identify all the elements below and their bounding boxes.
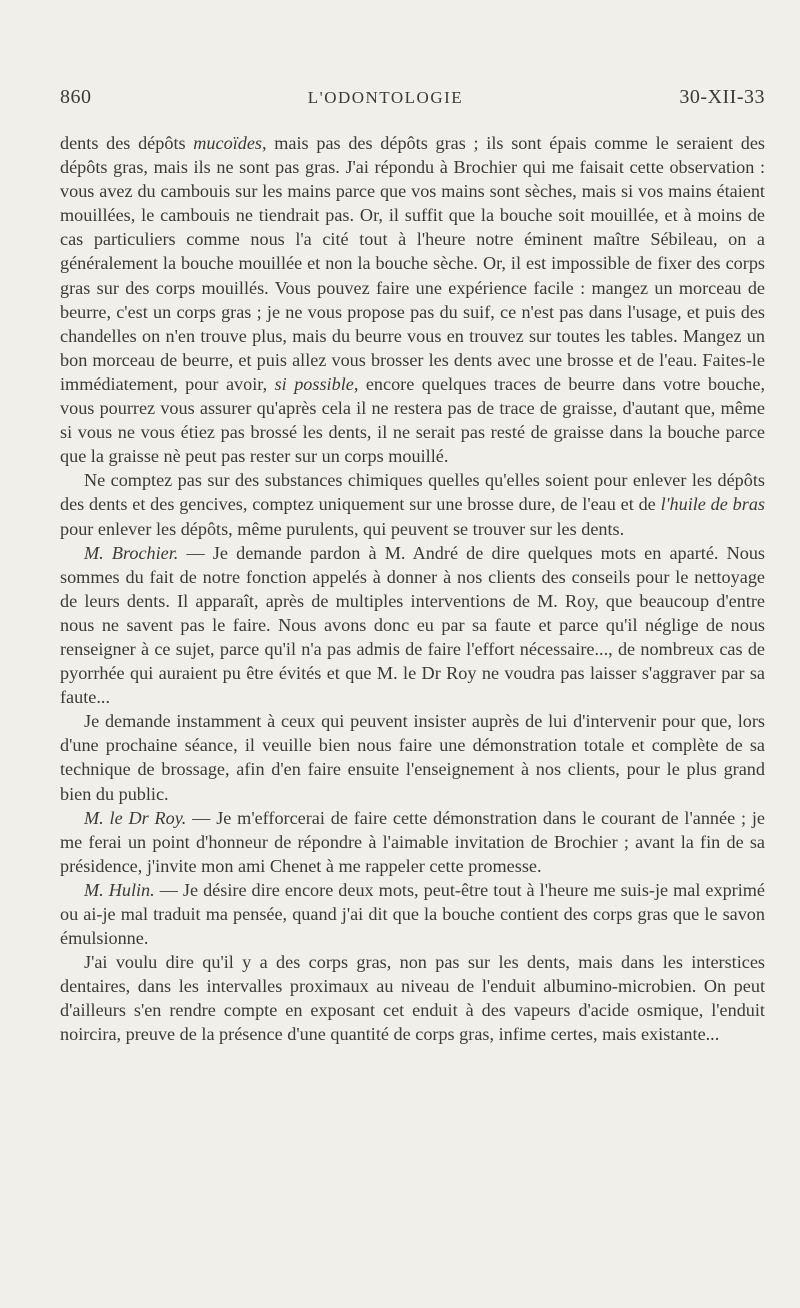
italic-text: M. Brochier. (84, 542, 179, 563)
italic-text: l'huile de bras (660, 494, 765, 515)
italic-text: M. Hulin. (84, 879, 155, 900)
text-segment: — Je demande pardon à M. André de dire quelques mots en aparté. Nous sommes du fait de notre fonction appelés à donner à nos clients des conseils pour le nettoyage de leurs dents. Il apparaît, après de multiples interventions de M. Roy, que beaucoup d'entre nous ne savent pas le faire. Nous avons donc eu par sa faute et parce qu'il néglige de nous renseigner à ce sujet, parce qu'il n'a pas admis de faire l'effort nécessaire..., de nombreux cas de pyorrhée qui auraient pu être évités et que M. le Dr Roy ne voudra pas laisser s'aggraver par sa faute... (60, 542, 765, 708)
paragraph (60, 131, 765, 468)
page-number: 860 (60, 86, 92, 108)
italic-text: si possible (274, 373, 354, 394)
italic-text: M. le Dr Roy. (84, 807, 187, 828)
paragraph (60, 950, 765, 1046)
text-segment: J'ai voulu dire qu'il y a des corps gras, non pas sur les dents, mais dans les interstices dentaires, dans les intervalles proximaux au niveau de l'enduit albumino-microbien. On peut d'ailleurs s'en rendre compte en exposant cet enduit à des vapeurs d'acide osmique, l'enduit noircira, preuve de la présence d'une quantité de corps gras, infime certes, mais existante... (60, 952, 765, 1045)
italic-text: mucoïdes (193, 133, 262, 153)
paragraph (60, 541, 765, 710)
text-segment: dents des dépôts (60, 133, 194, 153)
text-segment: , encore quelques traces de beurre dans votre bouche, vous pourrez vous assurer qu'après cela il ne restera pas de trace de graisse, d'autant que, même si vous ne vous étiez pas brossé les dents, il ne serait pas resté de graisse dans la bouche parce que la graisse nè peut pas rester sur un corps mouillé. (60, 373, 766, 467)
journal-title: L'ODONTOLOGIE (307, 88, 464, 107)
text-segment: pour enlever les dépôts, même purulents, qui peuvent se trouver sur les dents. (60, 518, 625, 539)
text-segment: — Je désire dire encore deux mots, peut-être tout à l'heure me suis-je mal exprimé ou ai-je mal traduit ma pensée, quand j'ai dit que la bouche contient des corps gras que le savon émulsionne. (60, 879, 765, 949)
paragraph (60, 468, 765, 540)
body-text (60, 131, 765, 1047)
text-segment: Ne comptez pas sur des substances chimiques quelles qu'elles soient pour enlever les dépôts des dents et des gencives, comptez uniquement sur une brosse dure, de l'eau et de (60, 470, 765, 515)
paragraph (60, 878, 765, 950)
paragraph (60, 709, 765, 805)
paragraph (60, 806, 765, 878)
document-page (60, 86, 765, 1047)
text-segment: , mais pas des dépôts gras ; ils sont épais comme le seraient des dépôts gras, mais ils ne sont pas gras. J'ai répondu à Brochier qui me faisait cette observation : vous avez du cambouis sur les mains parce que vos mains sont sèches, mais si vos mains étaient mouillées, le cambouis ne tiendrait pas. Or, il suffit que la bouche soit mouillée, et à moins de cas particuliers comme nous l'a cité tout à l'heure notre éminent maître Sébileau, on a généralement la bouche mouillée et non la bouche sèche. Or, il est impossible de fixer des corps gras sur des corps mouillés. Vous pouvez faire une expérience facile : mangez un morceau de beurre, c'est un corps gras ; je ne vous propose pas du suif, ce n'est pas dans l'usage, et puis des chandelles on n'en trouve plus, mais du beurre vous en trouvez sur toutes les tables. Mangez un bon morceau de beurre, et puis allez vous brosser les dents avec une brosse et de l'eau. Faites-le immédiatement, pour avoir, (60, 133, 765, 394)
running-header (60, 86, 765, 109)
text-segment: — Je m'efforcerai de faire cette démonstration dans le courant de l'année ; je me ferai un point d'honneur de répondre à l'aimable invitation de Brochier ; avant la fin de sa présidence, j'invite mon ami Chenet à me rappeler cette promesse. (60, 807, 765, 876)
issue-date: 30-XII-33 (679, 86, 765, 108)
text-segment: Je demande instamment à ceux qui peuvent insister auprès de lui d'intervenir pour que, lors d'une prochaine séance, il veuille bien nous faire une démonstration totale et complète de sa technique de brossage, afin d'en faire ensuite l'enseignement à nos clients, pour le plus grand bien du public. (60, 711, 765, 804)
